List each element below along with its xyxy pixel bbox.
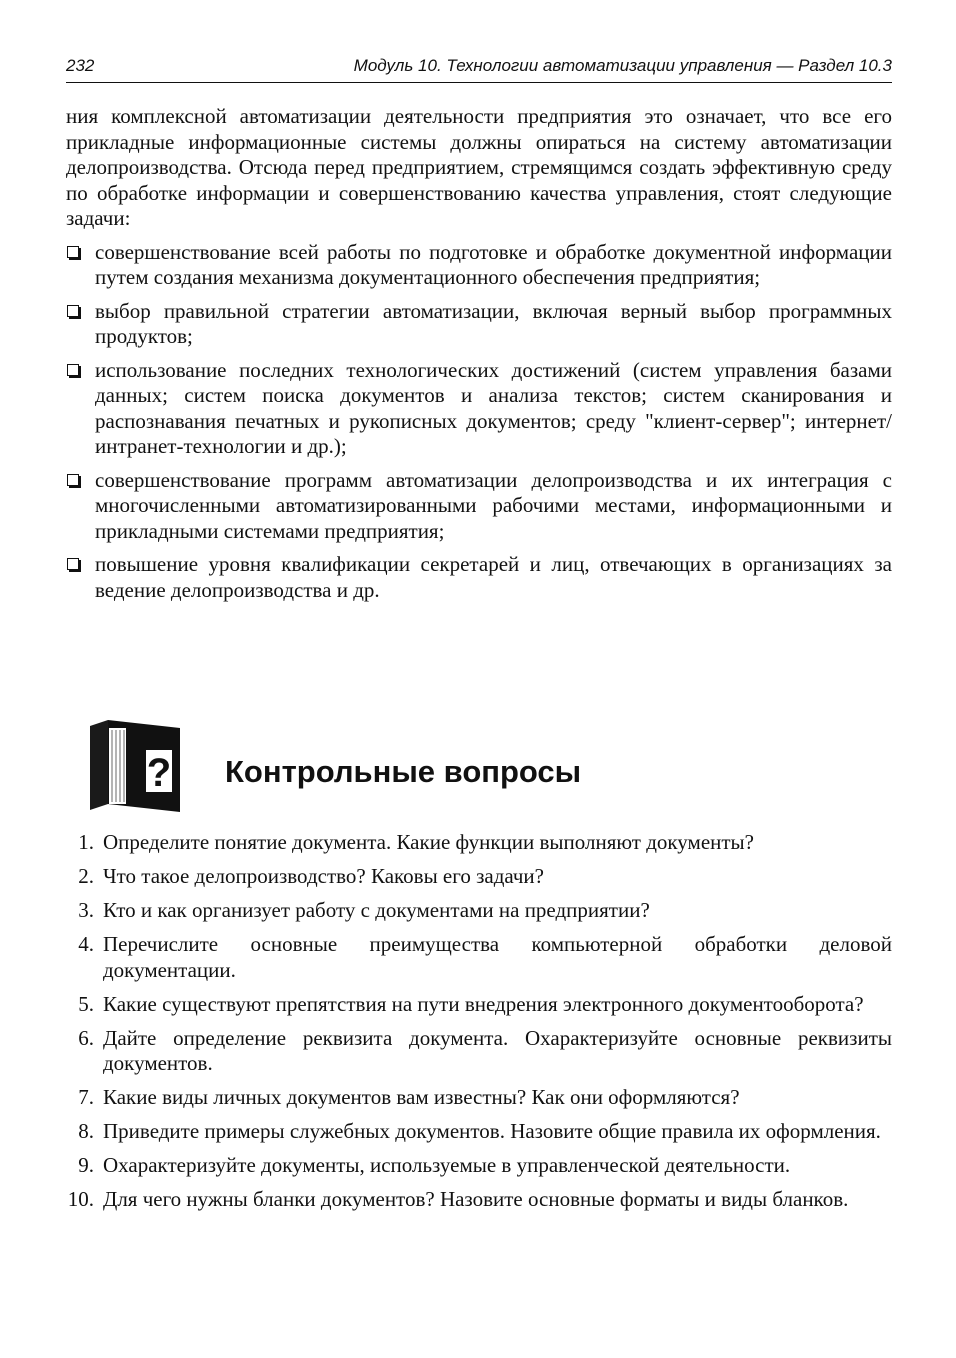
question-item <box>66 1085 892 1111</box>
question-text: Какие существуют препятствия на пути внедрения электронного документооборота? <box>103 991 864 1016</box>
question-text: Кто и как организует работу с документами на предприятии? <box>103 898 650 922</box>
task-item <box>66 299 892 350</box>
section-heading <box>88 718 892 814</box>
question-item <box>66 992 892 1018</box>
task-text: использование последних технологических достижений (систем управления базами данных; систем поиска документов и анализа текстов; систем сканирования и распознавания печатных и рукописных документов; среду "клиент-сервер"; интернет/интранет-технологии и др.); <box>95 357 892 458</box>
question-text: Какие виды личных документов вам известны? Как они оформляются? <box>103 1085 740 1109</box>
question-item <box>66 898 892 924</box>
question-number: 3. <box>78 898 94 922</box>
question-number: 8. <box>78 1119 94 1143</box>
book-question-icon <box>88 718 184 814</box>
task-item <box>66 240 892 291</box>
question-number: 5. <box>78 991 94 1016</box>
question-number: 10. <box>67 1187 94 1211</box>
page-header <box>66 56 892 83</box>
question-text: Определите понятие документа. Какие функции выполняют документы? <box>103 830 754 854</box>
question-item <box>66 1187 892 1213</box>
question-item <box>66 932 892 983</box>
body-text <box>66 104 892 611</box>
intro-paragraph: ния комплексной автоматизации деятельности предприятия это означает, что все его прикладные информационные системы должны опираться на систему автоматизации делопроизводства. Отсюда перед предприятием, стремящимся создать эффективную среду по обработке информации и совершенствованию качества управления, стоят следующие задачи: <box>66 104 892 230</box>
task-item <box>66 552 892 603</box>
checkbox-bullet-icon <box>67 305 79 317</box>
question-number: 7. <box>78 1085 94 1109</box>
task-text: повышение уровня квалификации секретарей и лиц, отвечающих в организациях за ведение делопроизводства и др. <box>95 552 892 602</box>
question-item <box>66 1119 892 1145</box>
checkbox-bullet-icon <box>67 364 79 376</box>
task-item <box>66 468 892 545</box>
task-item <box>66 358 892 460</box>
question-number: 2. <box>78 864 94 888</box>
task-text: выбор правильной стратегии автоматизации, включая верный выбор программных продуктов; <box>95 298 892 348</box>
questions-list <box>66 830 892 1221</box>
task-text: совершенствование всей работы по подготовке и обработке документной информации путем создания механизма документационного обеспечения предприятия; <box>95 239 892 289</box>
running-title: Модуль 10. Технологии автоматизации управления — Раздел 10.3 <box>353 56 892 75</box>
question-text: Охарактеризуйте документы, используемые в управленческой деятельности. <box>103 1153 791 1177</box>
task-text: совершенствование программ автоматизации делопроизводства и их интеграция с многочисленными автоматизированными рабочими местами, информационными и прикладными системами предприятия; <box>95 467 892 543</box>
task-list <box>66 240 892 604</box>
question-number: 1. <box>78 830 94 854</box>
question-item <box>66 864 892 890</box>
question-number: 9. <box>78 1153 94 1177</box>
question-text: Что такое делопроизводство? Каковы его задачи? <box>103 864 544 888</box>
question-item <box>66 830 892 856</box>
question-number: 4. <box>78 932 94 956</box>
question-text: Перечислите основные преимущества компьютерной обработки деловой документации. <box>103 932 892 982</box>
question-number: 6. <box>78 1025 94 1050</box>
checkbox-bullet-icon <box>67 474 79 486</box>
question-item <box>66 1153 892 1179</box>
question-text: Для чего нужны бланки документов? Назовите основные форматы и виды бланков. <box>103 1187 849 1211</box>
checkbox-bullet-icon <box>67 246 79 258</box>
checkbox-bullet-icon <box>67 558 79 570</box>
question-text: Приведите примеры служебных документов. Назовите общие правила их оформления. <box>103 1119 881 1143</box>
question-item <box>66 1026 892 1077</box>
question-text: Дайте определение реквизита документа. Охарактеризуйте основные реквизиты документов. <box>103 1025 892 1075</box>
section-title: Контрольные вопросы <box>225 754 582 789</box>
svg-text:?: ? <box>146 751 172 795</box>
page-number: 232 <box>66 56 95 75</box>
